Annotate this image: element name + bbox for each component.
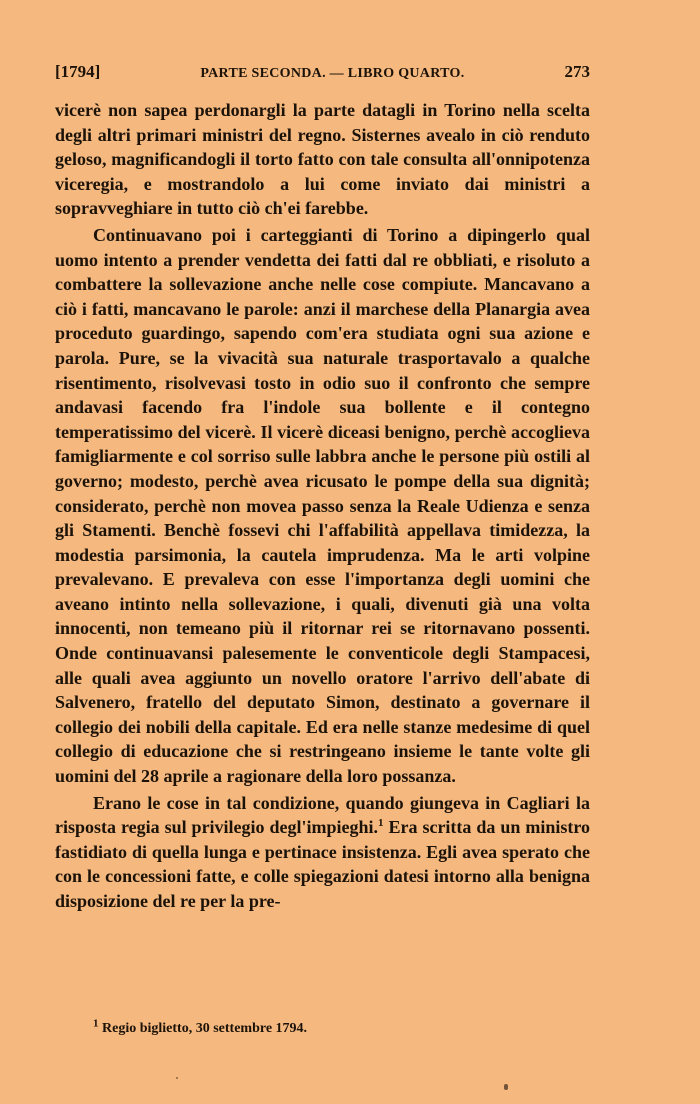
paragraph-1: vicerè non sapea perdonargli la parte datagli in Torino nella scelta degli altri primari ministri del regno. Sisternes avealo in ciò renduto geloso, magnificandogli il torto fatto con tale consulta all'onnipotenza viceregia, e mostrandolo a lui come inviato dai ministri a sopravveghiare in tutto ciò ch'ei farebbe.	[55, 100, 590, 219]
footnote-reference[interactable]: 1	[378, 817, 384, 830]
body-text	[55, 98, 590, 914]
header-title: PARTE SECONDA. — LIBRO QUARTO.	[200, 66, 465, 81]
page-number: 273	[564, 62, 590, 81]
footnote	[93, 1017, 308, 1038]
book-page	[55, 62, 590, 914]
paragraph-2: Continuavano poi i carteggianti di Torino a dipingerlo qual uomo intento a prender vendetta dei fatti dal re obbliati, e risoluto a combattere la sollevazione anche nelle cose compiute. Mancavano a ciò i fatti, mancavano le parole: anzi il marchese della Planargia avea proceduto guardingo, sapendo com'era studiata ogni sua azione e parola. Pure, se la vivacità sua naturale trasportavalo a qualche risentimento, risolvevasi tosto in odio suo il confronto che sempre andavasi facendo fra l'indole sua bollente e il contegno temperatissimo del vicerè. Il vicerè diceasi benigno, perchè accoglieva famigliarmente e col sorriso sulle labbra anche le persone più ostili al governo; modesto, perchè avea ricusato le pompe della sua dignità; considerato, perchè non movea passo senza la Reale Udienza e senza gli Stamenti. Benchè fossevi chi l'affabilità appellava timidezza, la modestia parsimonia, la cautela imprudenza. Ma le arti volpine prevalevano. E prevaleva con esse l'importanza degli uomini che aveano intinto nella sollevazione, i quali, divenuti già una volta innocenti, non temeano più il ritornar rei se ritornavano possenti. Onde continuavansi palesemente le conventicole degli Stampacesi, alle quali avea aggiunto un novello oratore l'arrivo dell'abate di Salvenero, fratello del deputato Simon, destinato a governare il collegio dei nobili della capitale. Ed era nelle stanze medesime di quel collegio di educazione che si restringeano insieme le tante volte gli uomini del 28 aprile a ragionare della loro possanza.	[55, 224, 590, 787]
paragraph-3-text-before-note: Erano le cose in tal condizione, quando giungeva in Cagliari la risposta regia sul privilegio degl'impieghi.	[55, 792, 590, 838]
header-year: [1794]	[55, 62, 101, 81]
paragraph-3	[55, 791, 590, 914]
running-head	[55, 62, 590, 84]
paragraph-3-text-after-note: Era scritta da un ministro fastidiato di quella lunga e pertinace insistenza. Egli avea sperato che con le concessioni fatte, e colle spiegazioni datesi intorno alla benigna disposizione del re per la pre-	[55, 817, 591, 911]
footnote-mark: 1	[93, 1017, 99, 1030]
print-speck	[504, 1084, 508, 1090]
footnote-text: Regio biglietto, 30 settembre 1794.	[98, 1021, 308, 1036]
print-speck	[176, 1077, 178, 1079]
